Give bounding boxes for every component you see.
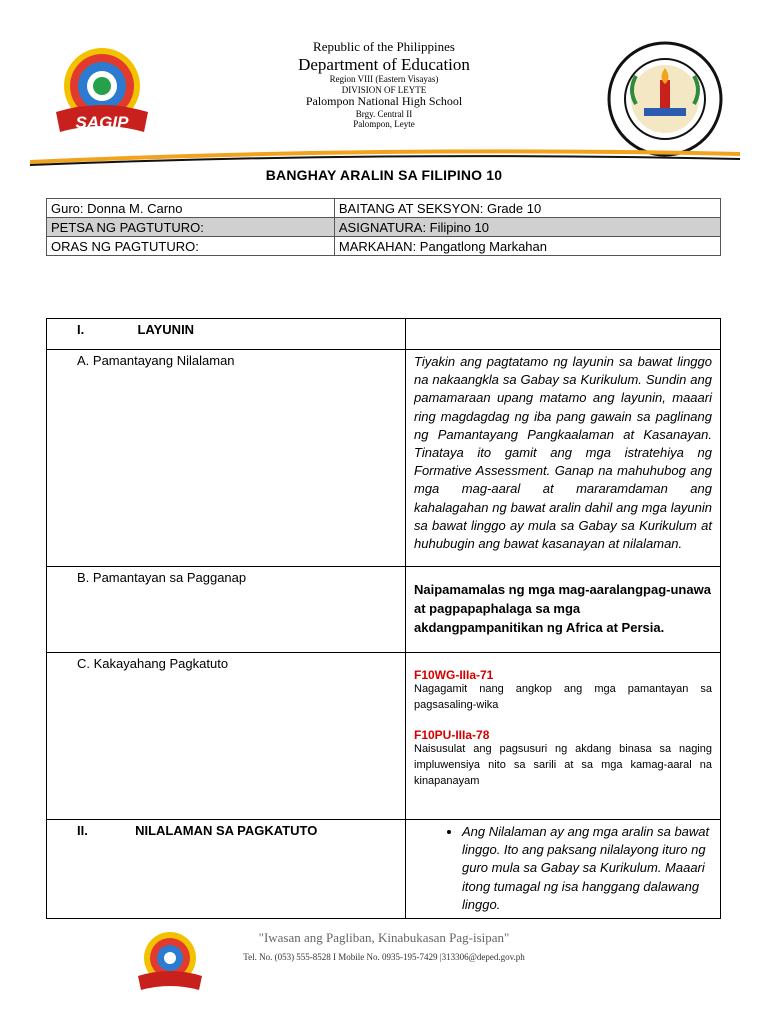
section-label: NILALAMAN SA PAGKATUTO [135,823,318,838]
row-c-content [406,653,721,820]
info-row [47,237,721,256]
content-bullet: • Ang Nilalaman ay ang mga aralin sa bawat linggo. Ito ang paksang nilalayong ituro ng guro mula sa Gabay sa Kurikulum. Maaari itong tumagal ng isa hanggang dalawang linggo. [462,823,712,914]
table-row [47,319,721,350]
info-table [46,198,721,256]
footer-motto: "Iwasan ang Pagliban, Kinabukasan Pag-isipan" [258,930,510,945]
subject-cell: ASIGNATURA: Filipino 10 [334,218,720,237]
section-label: LAYUNIN [137,322,195,337]
info-row [47,199,721,218]
empty-cell [406,319,721,350]
competency-code: F10PU-IIIa-78 [414,727,490,742]
grade-section-cell: BAITANG AT SEKSYON: Grade 10 [334,199,720,218]
table-row [47,820,721,919]
competency-text: Naisusulat ang pagsusuri ng akdang binasa sa naging impluwensiya nito sa sarili at sa mga kamag-aaral na kinapanayam [414,742,712,787]
table-row [47,567,721,653]
section-number: II. [77,823,88,838]
footer-contact: Tel. No. (053) 555-8528 I Mobile No. 0935-195-7429 |313306@deped.gov.ph [243,952,525,962]
department-line: Department of Education [298,54,470,74]
table-row [47,653,721,820]
section-1-heading [47,319,406,350]
row-b-content: Naipamamalas ng mga mag-aaralangpag-unawa at pagpapaphalaga sa mga akdangpampanitikan ng Africa at Persia. [406,567,721,653]
teacher-cell: Guro: Donna M. Carno [47,199,335,218]
row-a-label: A. Pamantayang Nilalaman [47,350,406,567]
header-swoosh [30,140,740,170]
document-title: BANGHAY ARALIN SA FILIPINO 10 [265,167,503,183]
row-a-content: Tiyakin ang pagtatamo ng layunin sa bawat linggo na nakaangkla sa Gabay sa Kurikulum. Sundin ang pamamaraan upang matamo ang layunin, maaari ring magdagdag ng iba pang gawain sa paglinang ng Pamantayang Pangkaalaman at Kasanayan. Tinataya ito gamit ang mga istratehiya ng Formative Assessment. Ganap na mahuhubog ang mga mag-aaral at mararamdaman ang kahalagahan ng bawat aralin dahil ang mga layunin sa bawat linggo ay mula sa Gabay sa Kurikulum at huhubugin ang bawat kasanayan at nilalaman. [406,350,721,567]
town-line: Palompon, Leyte [353,119,415,130]
info-row [47,218,721,237]
row-c-label: C. Kakayahang Pagkatuto [47,653,406,820]
time-cell: ORAS NG PAGTUTURO: [47,237,335,256]
sagip-banner: SAGIP [75,113,129,132]
competency-code: F10WG-IIIa-71 [414,668,494,682]
school-line: Palompon National High School [305,94,463,109]
division-line: DIVISION OF LEYTE [341,84,427,95]
lesson-plan-table [46,318,721,919]
barangay-line: Brgy. Central II [355,108,413,119]
section-number: I. [77,322,85,337]
date-cell: PETSA NG PAGTUTURO: [47,218,335,237]
republic-line: Republic of the Philippines [313,39,455,54]
region-line: Region VIII (Eastern Visayas) [329,74,439,85]
row-b-label: B. Pamantayan sa Pagganap [47,567,406,653]
section-2-content [406,820,721,919]
section-2-heading [47,820,406,919]
competency-text: Nagagamit nang angkop ang mga pamantayan sa pagsasaling-wika [414,683,712,711]
quarter-cell: MARKAHAN: Pangatlong Markahan [334,237,720,256]
table-row [47,350,721,567]
